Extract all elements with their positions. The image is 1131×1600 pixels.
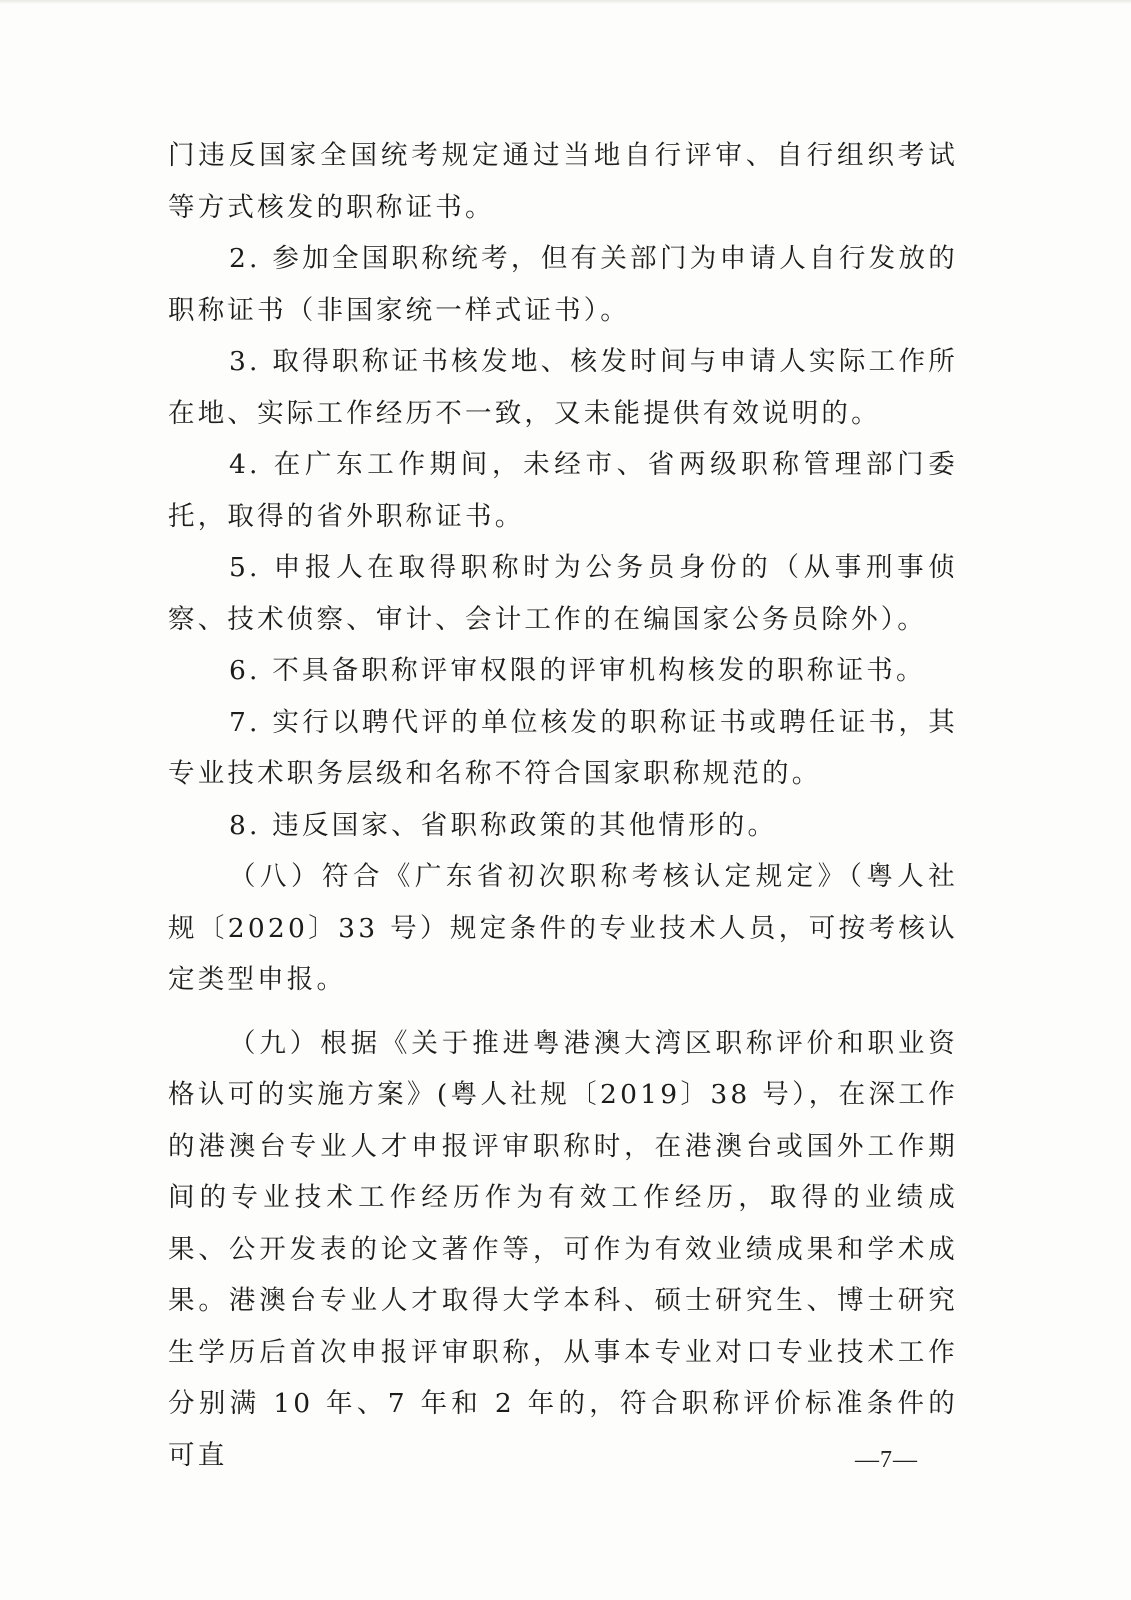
page-number: —7— — [855, 1447, 918, 1473]
list-item-5: 5. 申报人在取得职称时为公务员身份的（从事刑事侦察、技术侦察、审计、会计工作的在编国家公务员除外）。 — [168, 552, 958, 635]
page-top-edge — [0, 0, 1131, 4]
section-8-paragraph: （八）符合《广东省初次职称考核认定规定》（粤人社规〔2020〕33 号）规定条件的专业技术人员，可按考核认定类型申报。 — [168, 861, 958, 995]
list-item-8: 8. 违反国家、省职称政策的其他情形的。 — [229, 809, 778, 841]
list-item-4: 4. 在广东工作期间，未经市、省两级职称管理部门委托，取得的省外职称证书。 — [168, 449, 958, 532]
paragraph-continuation: 门违反国家全国统考规定通过当地自行评审、自行组织考试等方式核发的职称证书。 — [168, 140, 958, 223]
list-item-6: 6. 不具备职称评审权限的评审机构核发的职称证书。 — [229, 655, 926, 686]
list-item-3: 3. 取得职称证书核发地、核发时间与申请人实际工作所在地、实际工作经历不一致，又未能提供有效说明的。 — [168, 346, 958, 429]
list-item-2: 2. 参加全国职称统考，但有关部门为申请人自行发放的职称证书（非国家统一样式证书）。 — [168, 243, 958, 326]
document-body — [168, 130, 958, 1481]
section-9-paragraph: （九）根据《关于推进粤港澳大湾区职称评价和职业资格认可的实施方案》(粤人社规〔2019〕38 号），在深工作的港澳台专业人才申报评审职称时，在港澳台或国外工作期间的专业技术工作经历作为有效工作经历，取得的业绩成果、公开发表的论文著作等，可作为有效业绩成果和学术成果。港澳台专业人才取得大学本科、硕士研究生、博士研究生学历后首次申报评审职称，从事本专业对口专业技术工作分别满 10 年、7 年和 2 年的，符合职称评价标准条件的可直 — [168, 1027, 958, 1471]
list-item-7: 7. 实行以聘代评的单位核发的职称证书或聘任证书，其专业技术职务层级和名称不符合国家职称规范的。 — [168, 706, 958, 789]
